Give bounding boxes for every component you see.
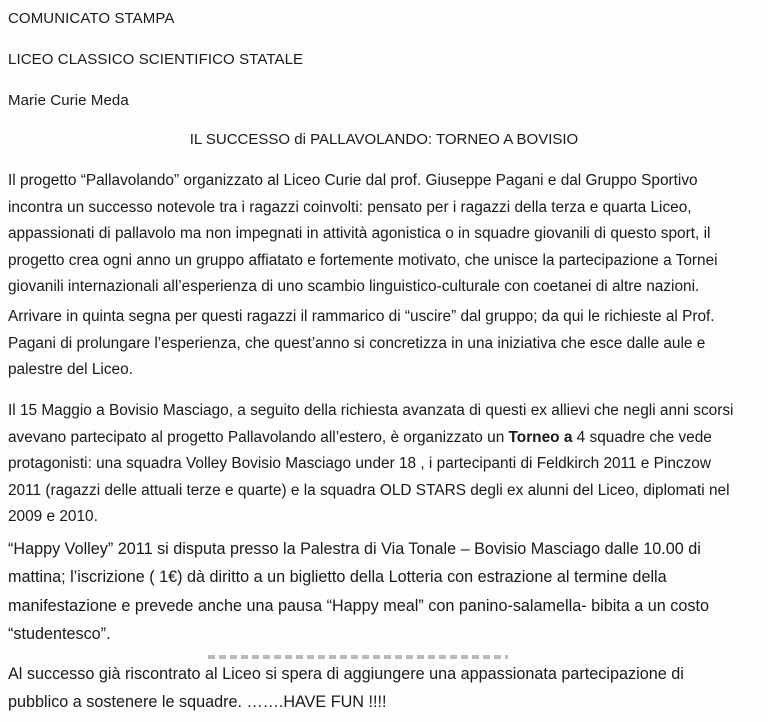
text-line: 2011 (ragazzi delle attuali terze e quarte) e la squadra OLD STARS degli ex alunni del Liceo, diplomati nel bbox=[8, 481, 730, 499]
text-line-with-bold bbox=[8, 425, 760, 452]
header-label: COMUNICATO STAMPA bbox=[8, 10, 175, 27]
text-line: “studentesco”. bbox=[8, 624, 111, 643]
text-line: 2009 e 2010. bbox=[8, 508, 98, 525]
text-line: giovanili internazionali all’esperienza di uno scambio linguistico-culturale con coetanei di altre nazioni. bbox=[8, 278, 700, 295]
text-segment: avevano partecipato al progetto Pallavolando all’estero, è organizzato un bbox=[8, 428, 509, 446]
text-line: Al successo già riscontrato al Liceo si spera di aggiungere una appassionata partecipazione di bbox=[8, 665, 684, 683]
text-line: Il 15 Maggio a Bovisio Masciago, a seguito della richiesta avanzata di questi ex allievi che negli anni scorsi bbox=[8, 402, 734, 419]
paragraph-2 bbox=[8, 304, 760, 384]
school-location: Marie Curie Meda bbox=[8, 92, 129, 109]
paragraph-4 bbox=[8, 535, 760, 648]
text-line: mattina; l’iscrizione ( 1€) dà diritto a un biglietto della Lotteria con estrazione al termine della bbox=[8, 568, 667, 587]
text-line: manifestazione e prevede anche una pausa “Happy meal” con panino-salamella- bibita a un costo bbox=[8, 596, 709, 615]
text-line: Arrivare in quinta segna per questi ragazzi il rammarico di “uscire” dal gruppo; da qui le richieste al Prof. bbox=[8, 308, 715, 325]
bold-segment: Torneo a bbox=[508, 428, 573, 446]
scan-artifact bbox=[208, 655, 508, 659]
paragraph-3 bbox=[8, 398, 760, 531]
text-segment: 4 squadre che vede bbox=[572, 428, 712, 446]
text-line: protagonisti: una squadra Volley Bovisio Masciago under 18 , i partecipanti di Feldkirch 2011 e Pinczow bbox=[8, 455, 711, 472]
text-line: palestre del Liceo. bbox=[8, 361, 133, 378]
paragraph-1 bbox=[8, 168, 760, 301]
text-line: Pagani di prolungare l’esperienza, che quest’anno si concretizza in una iniziativa che esce dalle aule e bbox=[8, 334, 706, 352]
document-title: IL SUCCESSO di PALLAVOLANDO: TORNEO A BOVISIO bbox=[189, 131, 579, 148]
text-line: “Happy Volley” 2011 si disputa presso la Palestra di Via Tonale – Bovisio Masciago dalle 10.00 di bbox=[8, 540, 701, 558]
school-name: LICEO CLASSICO SCIENTIFICO STATALE bbox=[8, 51, 304, 68]
paragraph-5 bbox=[8, 660, 760, 717]
text-line: progetto crea ogni anno un gruppo affiatato e fortemente motivato, che unisce la partecipazione a Tornei bbox=[8, 251, 718, 269]
text-line: pubblico a sostenere le squadre. …….HAVE FUN !!!! bbox=[8, 693, 387, 712]
text-line: appassionati di pallavolo ma non impegnati in attività agonistica o in squadre giovanili di questo sport, il bbox=[8, 225, 711, 242]
text-line: Il progetto “Pallavolando” organizzato al Liceo Curie dal prof. Giuseppe Pagani e dal Gruppo Sportivo bbox=[8, 172, 698, 189]
text-line: incontra un successo notevole tra i ragazzi coinvolti: pensato per i ragazzi della terza e quarta Liceo, bbox=[8, 198, 692, 216]
